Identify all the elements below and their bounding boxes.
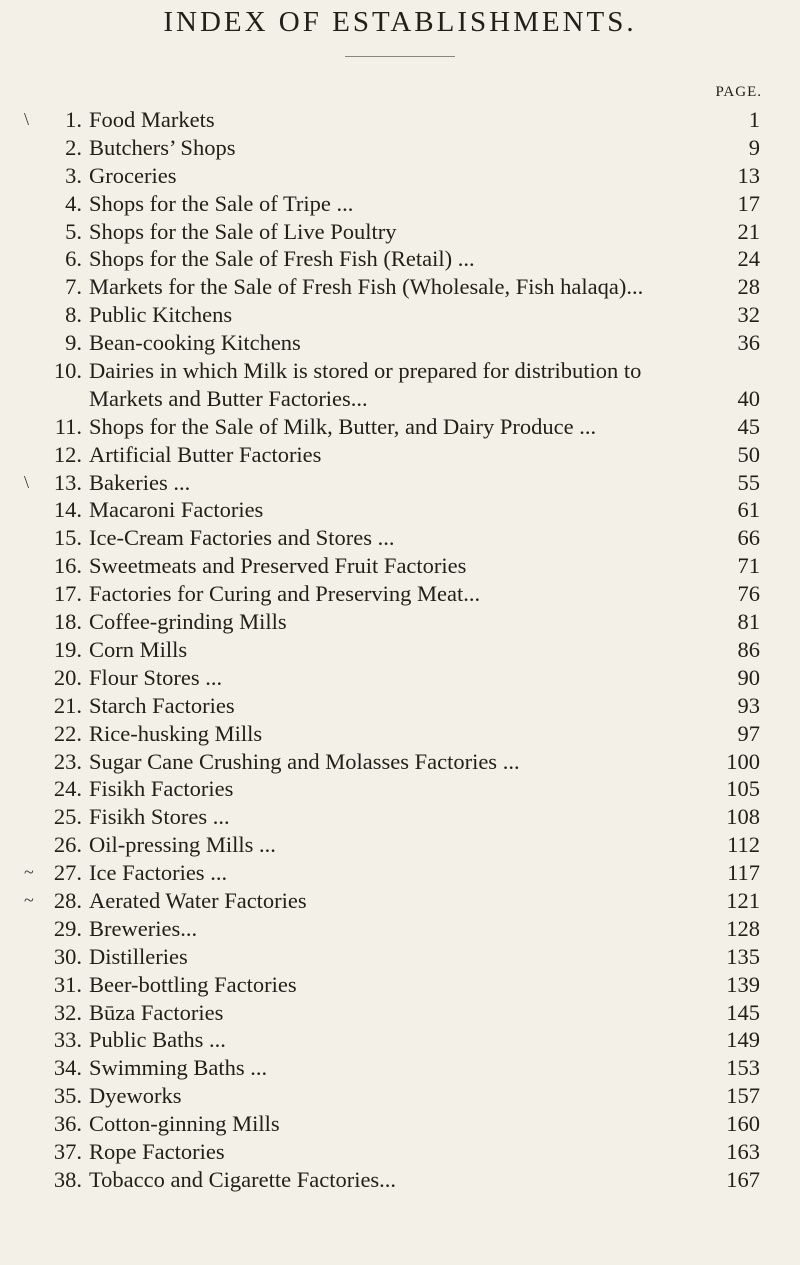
entry-title: Rice-husking Mills bbox=[89, 720, 263, 746]
entry-number: 37. bbox=[53, 1138, 82, 1164]
entry-page: 108 bbox=[726, 804, 760, 830]
entry-page: 93 bbox=[737, 692, 760, 718]
entry-number: 33. bbox=[53, 1027, 82, 1053]
entry-page: 97 bbox=[737, 720, 760, 746]
entry-title: Public Baths ... bbox=[89, 1027, 226, 1053]
entry-page: 135 bbox=[726, 943, 760, 969]
entry-title: Oil-pressing Mills ... bbox=[89, 832, 276, 858]
index-entries bbox=[0, 106, 800, 1194]
index-entry bbox=[0, 1138, 800, 1166]
index-entry bbox=[0, 329, 800, 357]
entry-title: Distilleries bbox=[89, 943, 188, 969]
entry-page: 100 bbox=[726, 748, 760, 774]
entry-number: 31. bbox=[53, 971, 82, 997]
entry-title: Sweetmeats and Preserved Fruit Factories bbox=[89, 553, 467, 579]
index-entry bbox=[0, 831, 800, 859]
entry-page: 17 bbox=[737, 190, 760, 216]
entry-number: 8. bbox=[65, 302, 82, 328]
entry-number: 14. bbox=[53, 497, 82, 523]
entry-title: Rope Factories bbox=[89, 1138, 225, 1164]
margin-mark: \ bbox=[24, 109, 30, 129]
entry-number: 23. bbox=[53, 748, 82, 774]
entry-page: 81 bbox=[737, 609, 760, 635]
entry-title: Aerated Water Factories bbox=[89, 887, 307, 913]
entry-title: Fisikh Stores ... bbox=[89, 804, 230, 830]
entry-title: Būza Factories bbox=[89, 999, 224, 1025]
index-entry bbox=[0, 943, 800, 971]
entry-number: 12. bbox=[53, 441, 82, 467]
index-entry bbox=[0, 301, 800, 329]
index-entry bbox=[0, 636, 800, 664]
index-entry bbox=[0, 748, 800, 776]
entry-number: 32. bbox=[53, 999, 82, 1025]
entry-number: 22. bbox=[53, 720, 82, 746]
entry-title: Flour Stores ... bbox=[89, 664, 223, 690]
entry-page: 167 bbox=[726, 1166, 760, 1192]
page-column-label: PAGE. bbox=[715, 84, 762, 100]
index-entry bbox=[0, 1082, 800, 1110]
entry-number: 34. bbox=[53, 1055, 82, 1081]
entry-title: Artificial Butter Factories bbox=[89, 441, 322, 467]
entry-page: 61 bbox=[737, 497, 760, 523]
entry-number: 20. bbox=[53, 664, 82, 690]
entry-page: 9 bbox=[748, 134, 760, 160]
entry-page: 45 bbox=[737, 413, 760, 439]
index-entry bbox=[0, 190, 800, 218]
entry-page: 128 bbox=[726, 915, 760, 941]
index-entry bbox=[0, 1054, 800, 1082]
index-entry bbox=[0, 106, 800, 134]
index-entry bbox=[0, 134, 800, 162]
entry-page: 24 bbox=[737, 246, 760, 272]
entry-title: Coffee-grinding Mills bbox=[89, 609, 287, 635]
index-entry bbox=[0, 887, 800, 915]
entry-page: 28 bbox=[737, 274, 760, 300]
entry-number: 2. bbox=[65, 134, 82, 160]
entry-title: Factories for Curing and Preserving Meat... bbox=[89, 581, 481, 607]
entry-title: Tobacco and Cigarette Factories... bbox=[89, 1166, 397, 1192]
entry-page: 105 bbox=[726, 776, 760, 802]
entry-number: 38. bbox=[53, 1166, 82, 1192]
entry-title: Bakeries ... bbox=[89, 469, 191, 495]
entry-number: 1. bbox=[65, 107, 82, 132]
page-title: INDEX OF ESTABLISHMENTS. bbox=[163, 6, 637, 38]
entry-number: 36. bbox=[53, 1111, 82, 1137]
index-entry bbox=[0, 357, 800, 413]
entry-title: Food Markets bbox=[89, 107, 215, 132]
entry-title: Corn Mills bbox=[89, 636, 188, 662]
entry-title bbox=[89, 357, 641, 413]
entry-page: 32 bbox=[737, 302, 760, 328]
entry-number: 6. bbox=[65, 246, 82, 272]
entry-number: 35. bbox=[53, 1083, 82, 1109]
index-entry bbox=[0, 552, 800, 580]
margin-mark: ~ bbox=[24, 889, 34, 910]
index-entry bbox=[0, 162, 800, 190]
entry-page: 66 bbox=[737, 525, 760, 551]
entry-page: 149 bbox=[726, 1027, 760, 1053]
entry-number: 19. bbox=[53, 636, 82, 662]
entry-page: 1 bbox=[748, 107, 760, 132]
entry-page: 71 bbox=[737, 553, 760, 579]
index-entry bbox=[0, 273, 800, 301]
entry-title: Shops for the Sale of Milk, Butter, and Dairy Produce ... bbox=[89, 413, 597, 439]
entry-title: Beer-bottling Factories bbox=[89, 971, 297, 997]
entry-title: Bean-cooking Kitchens bbox=[89, 330, 301, 356]
entry-number: 26. bbox=[53, 832, 82, 858]
entry-title: Breweries... bbox=[89, 915, 198, 941]
index-entry bbox=[0, 413, 800, 441]
entry-title: Dyeworks bbox=[89, 1083, 182, 1109]
margin-mark: ~ bbox=[24, 862, 34, 883]
index-entry bbox=[0, 245, 800, 273]
entry-number: 17. bbox=[53, 581, 82, 607]
entry-number: 13. bbox=[53, 469, 82, 495]
entry-page: 40 bbox=[737, 385, 760, 411]
entry-title: Shops for the Sale of Fresh Fish (Retail) ... bbox=[89, 246, 475, 272]
index-entry bbox=[0, 580, 800, 608]
entry-page: 139 bbox=[726, 971, 760, 997]
entry-page: 145 bbox=[726, 999, 760, 1025]
entry-page: 117 bbox=[727, 860, 760, 886]
entry-page: 163 bbox=[726, 1138, 760, 1164]
index-entry bbox=[0, 218, 800, 246]
entry-page: 90 bbox=[737, 664, 760, 690]
index-entry bbox=[0, 1110, 800, 1138]
entry-title: Public Kitchens bbox=[89, 302, 233, 328]
entry-page: 76 bbox=[737, 581, 760, 607]
entry-number: 15. bbox=[53, 525, 82, 551]
entry-page: 153 bbox=[726, 1055, 760, 1081]
entry-number: 11. bbox=[54, 413, 82, 439]
entry-page: 21 bbox=[737, 218, 760, 244]
entry-number: 28. bbox=[53, 887, 82, 913]
entry-page: 13 bbox=[737, 162, 760, 188]
entry-page: 50 bbox=[737, 441, 760, 467]
entry-number: 21. bbox=[53, 692, 82, 718]
index-entry bbox=[0, 608, 800, 636]
entry-title: Shops for the Sale of Live Poultry bbox=[89, 218, 397, 244]
entry-title-line-1: Dairies in which Milk is stored or prepared for distribution to bbox=[89, 358, 642, 384]
index-entry bbox=[0, 524, 800, 552]
entry-title: Cotton-ginning Mills bbox=[89, 1111, 280, 1137]
entry-title: Markets for the Sale of Fresh Fish (Wholesale, Fish halaqa)... bbox=[89, 274, 644, 300]
index-entry bbox=[0, 720, 800, 748]
entry-number: 27. bbox=[53, 860, 82, 886]
entry-title: Butchers’ Shops bbox=[89, 134, 236, 160]
entry-number: 10. bbox=[53, 358, 82, 384]
index-entry bbox=[0, 692, 800, 720]
entry-title-line-2: Markets and Butter Factories... bbox=[89, 385, 368, 411]
entry-page: 86 bbox=[737, 636, 760, 662]
index-entry bbox=[0, 469, 800, 497]
index-entry bbox=[0, 803, 800, 831]
entry-number: 29. bbox=[53, 915, 82, 941]
entry-page: 160 bbox=[726, 1111, 760, 1137]
entry-title: Ice Factories ... bbox=[89, 860, 228, 886]
entry-title: Ice-Cream Factories and Stores ... bbox=[89, 525, 395, 551]
entry-number: 18. bbox=[53, 609, 82, 635]
entry-page: 55 bbox=[737, 469, 760, 495]
entry-title: Groceries bbox=[89, 162, 177, 188]
index-entry bbox=[0, 859, 800, 887]
title-rule bbox=[345, 56, 455, 57]
index-entry bbox=[0, 999, 800, 1027]
entry-page: 36 bbox=[737, 330, 760, 356]
index-entry bbox=[0, 775, 800, 803]
entry-title: Macaroni Factories bbox=[89, 497, 264, 523]
entry-number: 9. bbox=[65, 330, 82, 356]
entry-number: 30. bbox=[53, 943, 82, 969]
index-entry bbox=[0, 441, 800, 469]
entry-number: 7. bbox=[65, 274, 82, 300]
index-entry bbox=[0, 1026, 800, 1054]
entry-page: 157 bbox=[726, 1083, 760, 1109]
entry-number: 4. bbox=[65, 190, 82, 216]
entry-number: 5. bbox=[65, 218, 82, 244]
entry-page: 121 bbox=[726, 887, 760, 913]
index-entry bbox=[0, 1166, 800, 1194]
entry-number: 24. bbox=[53, 776, 82, 802]
index-entry bbox=[0, 971, 800, 999]
margin-mark: \ bbox=[24, 471, 30, 492]
entry-title: Fisikh Factories bbox=[89, 776, 234, 802]
index-entry bbox=[0, 915, 800, 943]
index-entry bbox=[0, 496, 800, 524]
entry-title: Starch Factories bbox=[89, 692, 235, 718]
entry-title: Sugar Cane Crushing and Molasses Factories ... bbox=[89, 748, 520, 774]
entry-page: 112 bbox=[727, 832, 760, 858]
entry-number: 16. bbox=[53, 553, 82, 579]
entry-number: 3. bbox=[65, 162, 82, 188]
entry-title: Swimming Baths ... bbox=[89, 1055, 268, 1081]
entry-number: 25. bbox=[53, 804, 82, 830]
index-entry bbox=[0, 664, 800, 692]
entry-title: Shops for the Sale of Tripe ... bbox=[89, 190, 354, 216]
